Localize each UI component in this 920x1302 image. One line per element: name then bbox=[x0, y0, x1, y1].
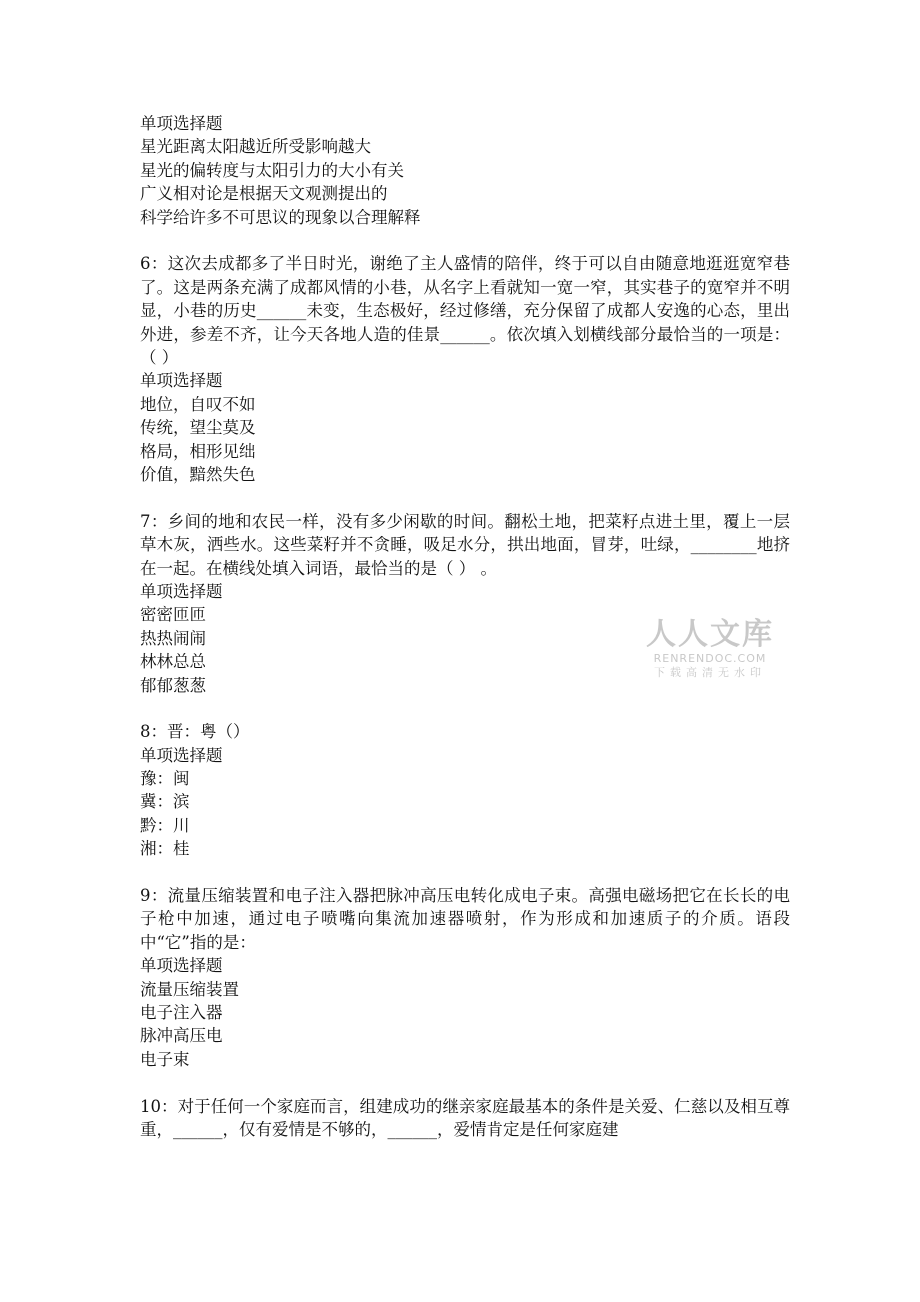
question-10-block bbox=[140, 1095, 790, 1142]
option-d: 电子束 bbox=[140, 1049, 190, 1069]
question-type-label: 单项选择题 bbox=[140, 745, 223, 765]
option-a: 星光距离太阳越近所受影响越大 bbox=[140, 137, 371, 157]
question-stem: 10：对于任何一个家庭而言，组建成功的继亲家庭最基本的条件是关爱、仁慈以及相互尊重，______，仅有爱情是不够的，______，爱情肯定是任何家庭建 bbox=[140, 1096, 790, 1139]
question-6-block bbox=[140, 252, 790, 486]
question-5-options-block bbox=[140, 112, 790, 229]
watermark-slogan: 下载高清无水印 bbox=[654, 666, 766, 679]
option-a: 流量压缩装置 bbox=[140, 979, 239, 999]
option-b: 星光的偏转度与太阳引力的大小有关 bbox=[140, 160, 404, 180]
question-9-block bbox=[140, 884, 790, 1071]
question-stem: 9：流量压缩装置和电子注入器把脉冲高压电转化成电子束。高强电磁场把它在长长的电子枪中加速，通过电子喷嘴向集流加速器喷射，作为形成和加速质子的介质。语段中“它”指的是： bbox=[140, 886, 790, 952]
option-b: 传统，望尘莫及 bbox=[140, 418, 256, 438]
option-c: 广义相对论是根据天文观测提出的 bbox=[140, 184, 388, 204]
option-d: 科学给许多不可思议的现象以合理解释 bbox=[140, 207, 421, 227]
option-c: 黔：川 bbox=[140, 815, 190, 835]
option-a: 地位，自叹不如 bbox=[140, 394, 256, 414]
option-a: 密密匝匝 bbox=[140, 605, 206, 625]
watermark-title: 人人文库 bbox=[646, 617, 774, 652]
option-b: 冀：滨 bbox=[140, 792, 190, 812]
question-stem: 8：晋：粤（） bbox=[140, 722, 250, 742]
question-stem: 7：乡间的地和农民一样，没有多少闲歇的时间。翻松土地，把菜籽点进土里，覆上一层草木灰，洒些水。这些菜籽并不贪睡，吸足水分，拱出地面，冒芽，吐绿，________地挤在一起。在横线处填入词语，最恰当的是（ ） 。 bbox=[140, 511, 790, 578]
question-8-block bbox=[140, 720, 790, 860]
option-b: 电子注入器 bbox=[140, 1003, 223, 1023]
question-type-label: 单项选择题 bbox=[140, 956, 223, 976]
watermark-domain: RENRENDOC.COM bbox=[653, 652, 767, 665]
option-c: 林林总总 bbox=[140, 652, 206, 672]
option-d: 湘：桂 bbox=[140, 839, 190, 859]
option-b: 热热闹闹 bbox=[140, 628, 206, 648]
option-a: 豫：闽 bbox=[140, 769, 190, 789]
watermark-logo bbox=[640, 618, 780, 680]
option-d: 郁郁葱葱 bbox=[140, 675, 206, 695]
question-type-label: 单项选择题 bbox=[140, 581, 223, 601]
question-stem: 6：这次去成都多了半日时光，谢绝了主人盛情的陪伴，终于可以自由随意地逛逛宽窄巷了。这是两条充满了成都风情的小巷，从名字上看就知一宽一窄，其实巷子的宽窄并不明显，小巷的历史______未变，生态极好，经过修缮，充分保留了成都人安逸的心态，里出外进，参差不齐，让今天各地人造的佳景______。依次填入划横线部分最恰当的一项是：（ ） bbox=[140, 254, 790, 367]
option-c: 格局，相形见绌 bbox=[140, 441, 256, 461]
question-type-label: 单项选择题 bbox=[140, 371, 223, 391]
option-c: 脉冲高压电 bbox=[140, 1026, 223, 1046]
question-type-label: 单项选择题 bbox=[140, 114, 223, 133]
option-d: 价值，黯然失色 bbox=[140, 464, 256, 484]
